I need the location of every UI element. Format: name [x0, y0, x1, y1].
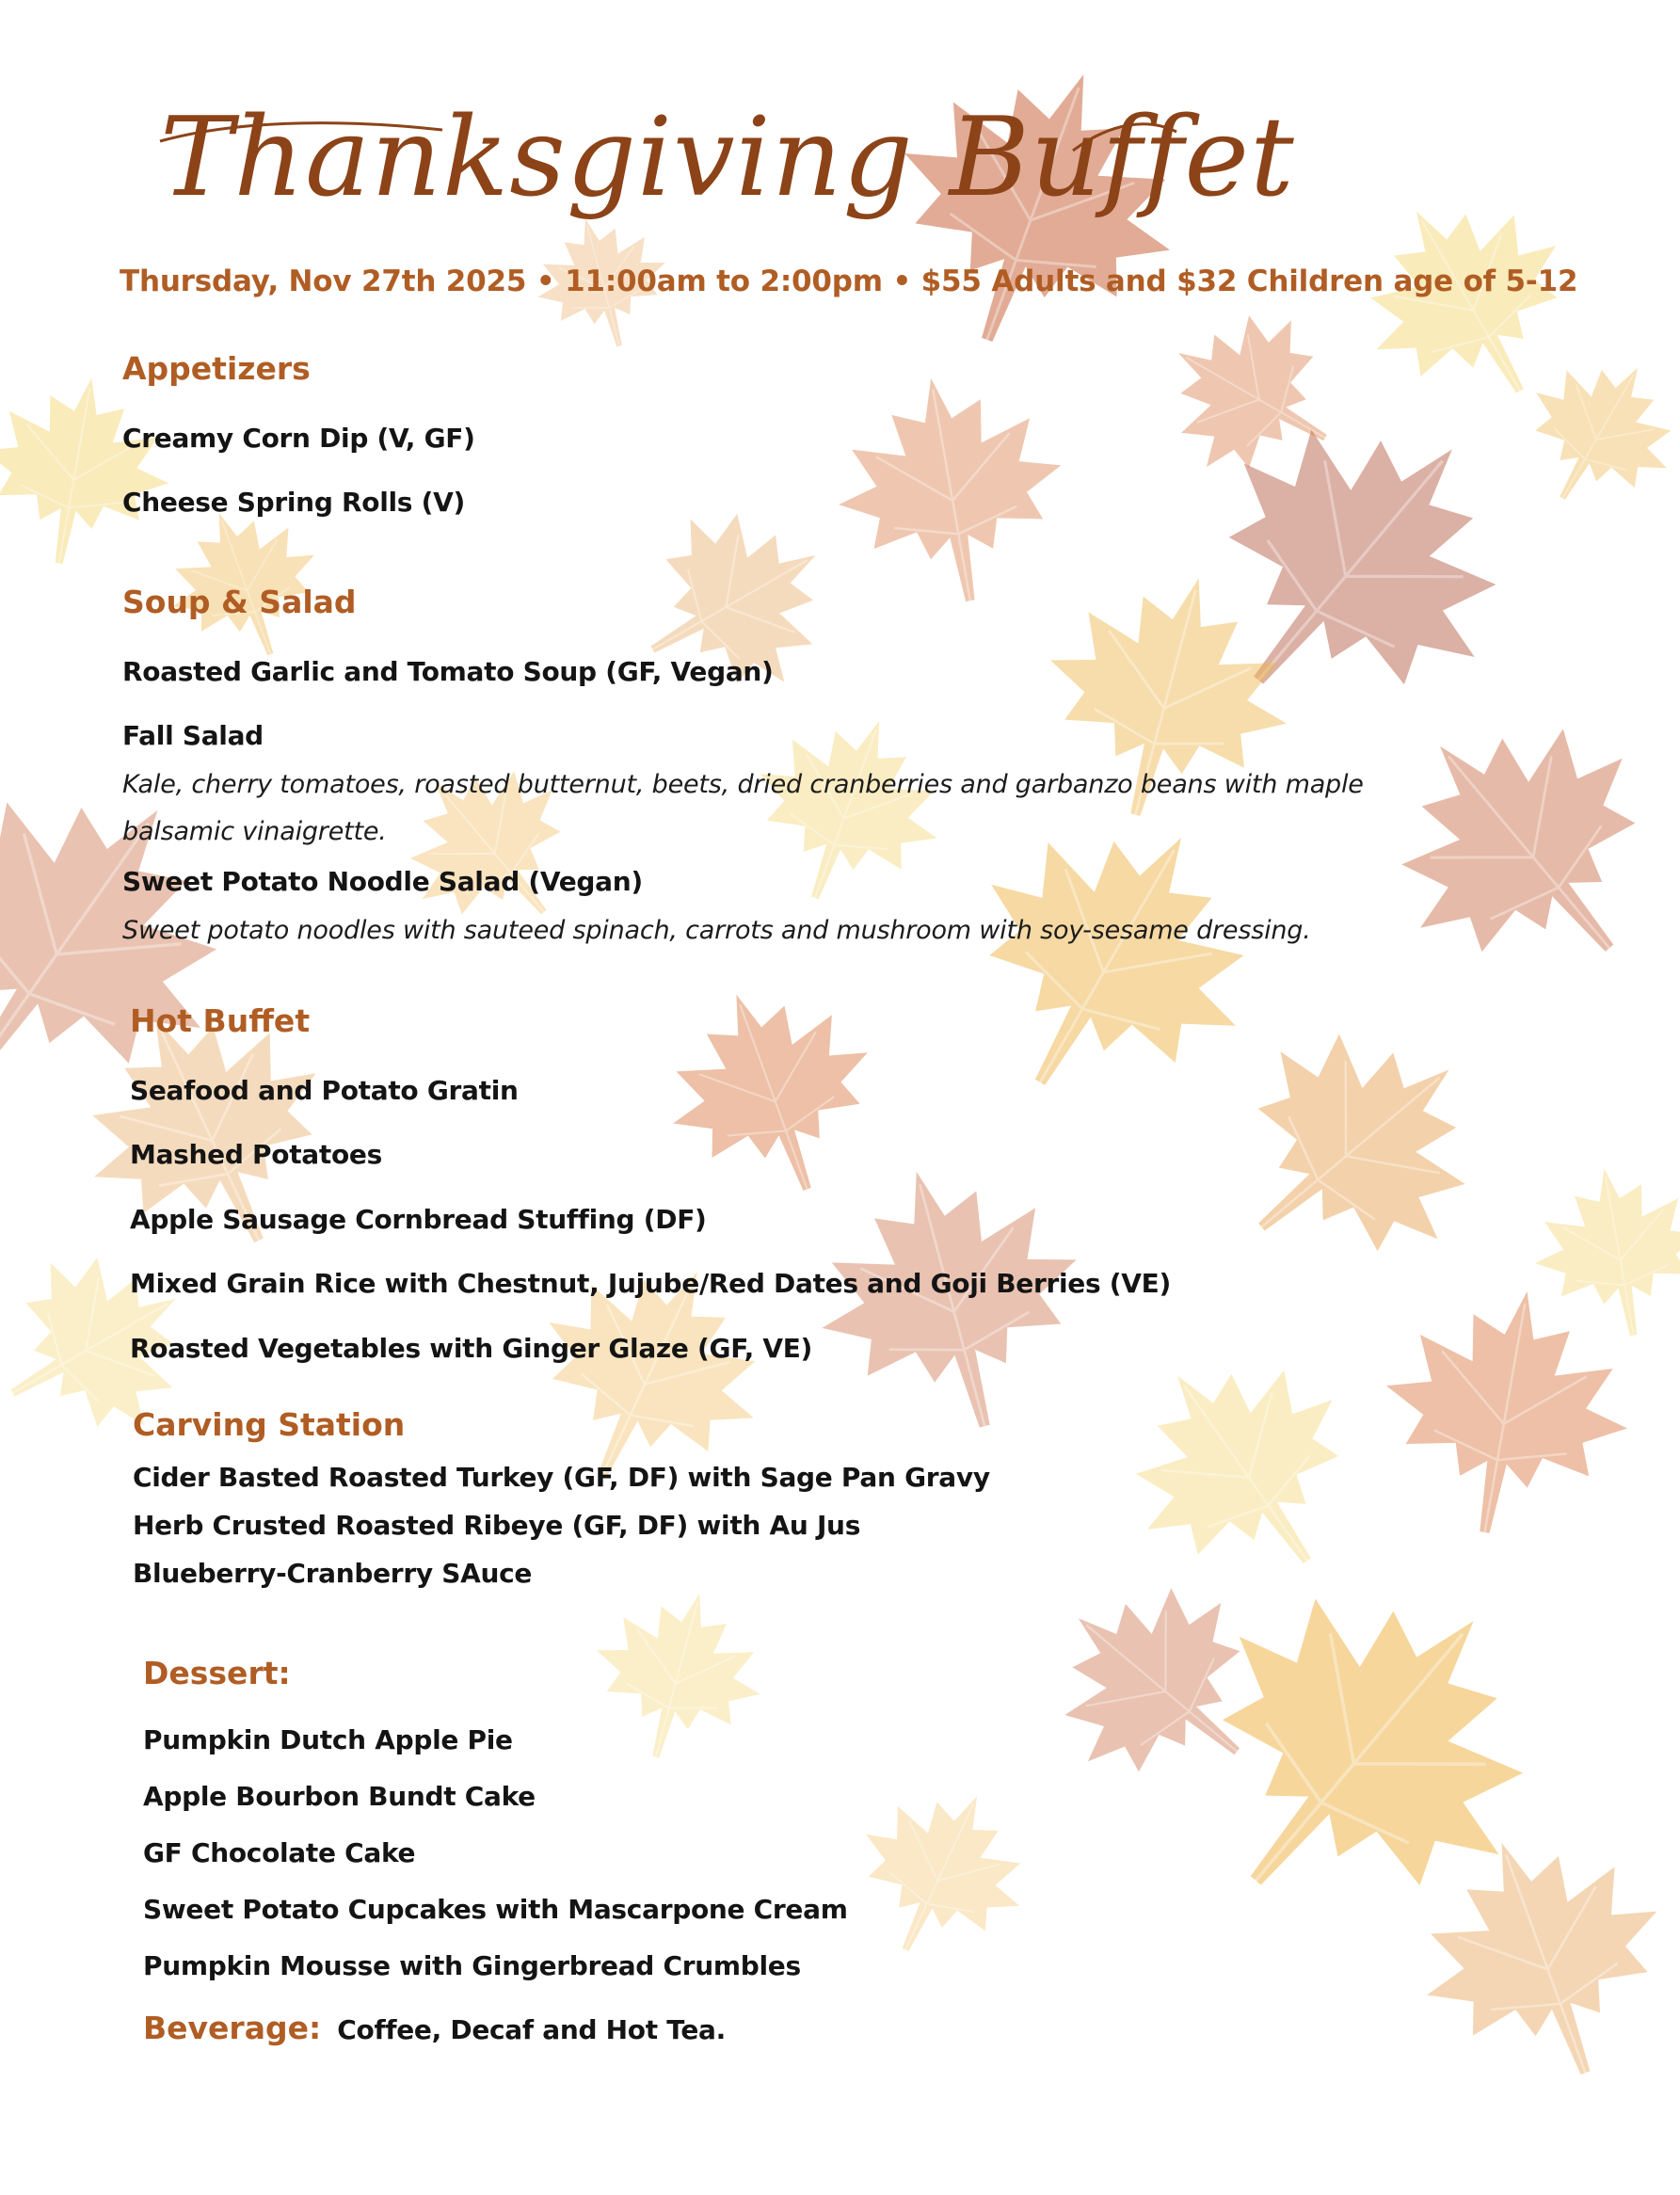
- menu-item: Seafood and Potato Gratin: [130, 1075, 519, 1106]
- menu-item: Cheese Spring Rolls (V): [122, 487, 465, 518]
- menu-item-description: Kale, cherry tomatoes, roasted butternut, beets, dried cranberries and garbanzo beans with maple: [122, 770, 1364, 799]
- menu-item-description: balsamic vinaigrette.: [122, 817, 387, 846]
- title-flourish: [132, 113, 1205, 264]
- section-heading-soup-salad: Soup & Salad: [122, 584, 357, 620]
- event-details: Thursday, Nov 27th 2025 • 11:00am to 2:00pm • $55 Adults and $32 Children age of 5-12: [120, 264, 1578, 298]
- section-heading-hot-buffet: Hot Buffet: [130, 1002, 311, 1039]
- menu-item: Sweet Potato Cupcakes with Mascarpone Cream: [143, 1894, 848, 1925]
- menu-item: Fall Salad: [122, 720, 264, 751]
- menu-item: Roasted Garlic and Tomato Soup (GF, Vegan): [122, 656, 774, 687]
- menu-item: Herb Crusted Roasted Ribeye (GF, DF) with Au Jus: [133, 1510, 861, 1541]
- menu-item: Mixed Grain Rice with Chestnut, Jujube/Red Dates and Goji Berries (VE): [130, 1268, 1171, 1299]
- menu-item: GF Chocolate Cake: [143, 1837, 416, 1868]
- menu-item: Roasted Vegetables with Ginger Glaze (GF, VE): [130, 1333, 813, 1364]
- beverage-text: Coffee, Decaf and Hot Tea.: [337, 2014, 726, 2045]
- menu-item: Pumpkin Dutch Apple Pie: [143, 1724, 513, 1755]
- section-heading-dessert: Dessert:: [143, 1655, 291, 1691]
- beverage-line: [143, 2010, 726, 2046]
- menu-item: Apple Bourbon Bundt Cake: [143, 1781, 536, 1812]
- menu-item: Pumpkin Mousse with Gingerbread Crumbles: [143, 1950, 801, 1981]
- menu-item: Apple Sausage Cornbread Stuffing (DF): [130, 1204, 707, 1235]
- menu-item: Creamy Corn Dip (V, GF): [122, 423, 475, 454]
- menu-item: Cider Basted Roasted Turkey (GF, DF) with Sage Pan Gravy: [133, 1462, 990, 1493]
- section-heading-carving-station: Carving Station: [133, 1406, 406, 1443]
- page-title: Thanksgiving Buffet: [160, 94, 1295, 221]
- menu-item: Mashed Potatoes: [130, 1139, 382, 1170]
- menu-item-description: Sweet potato noodles with sauteed spinach, carrots and mushroom with soy-sesame dressing.: [122, 916, 1311, 945]
- section-heading-appetizers: Appetizers: [122, 350, 311, 387]
- section-heading-beverage: Beverage:: [143, 2010, 322, 2046]
- menu-item: Sweet Potato Noodle Salad (Vegan): [122, 866, 643, 897]
- menu-item: Blueberry-Cranberry SAuce: [133, 1558, 533, 1589]
